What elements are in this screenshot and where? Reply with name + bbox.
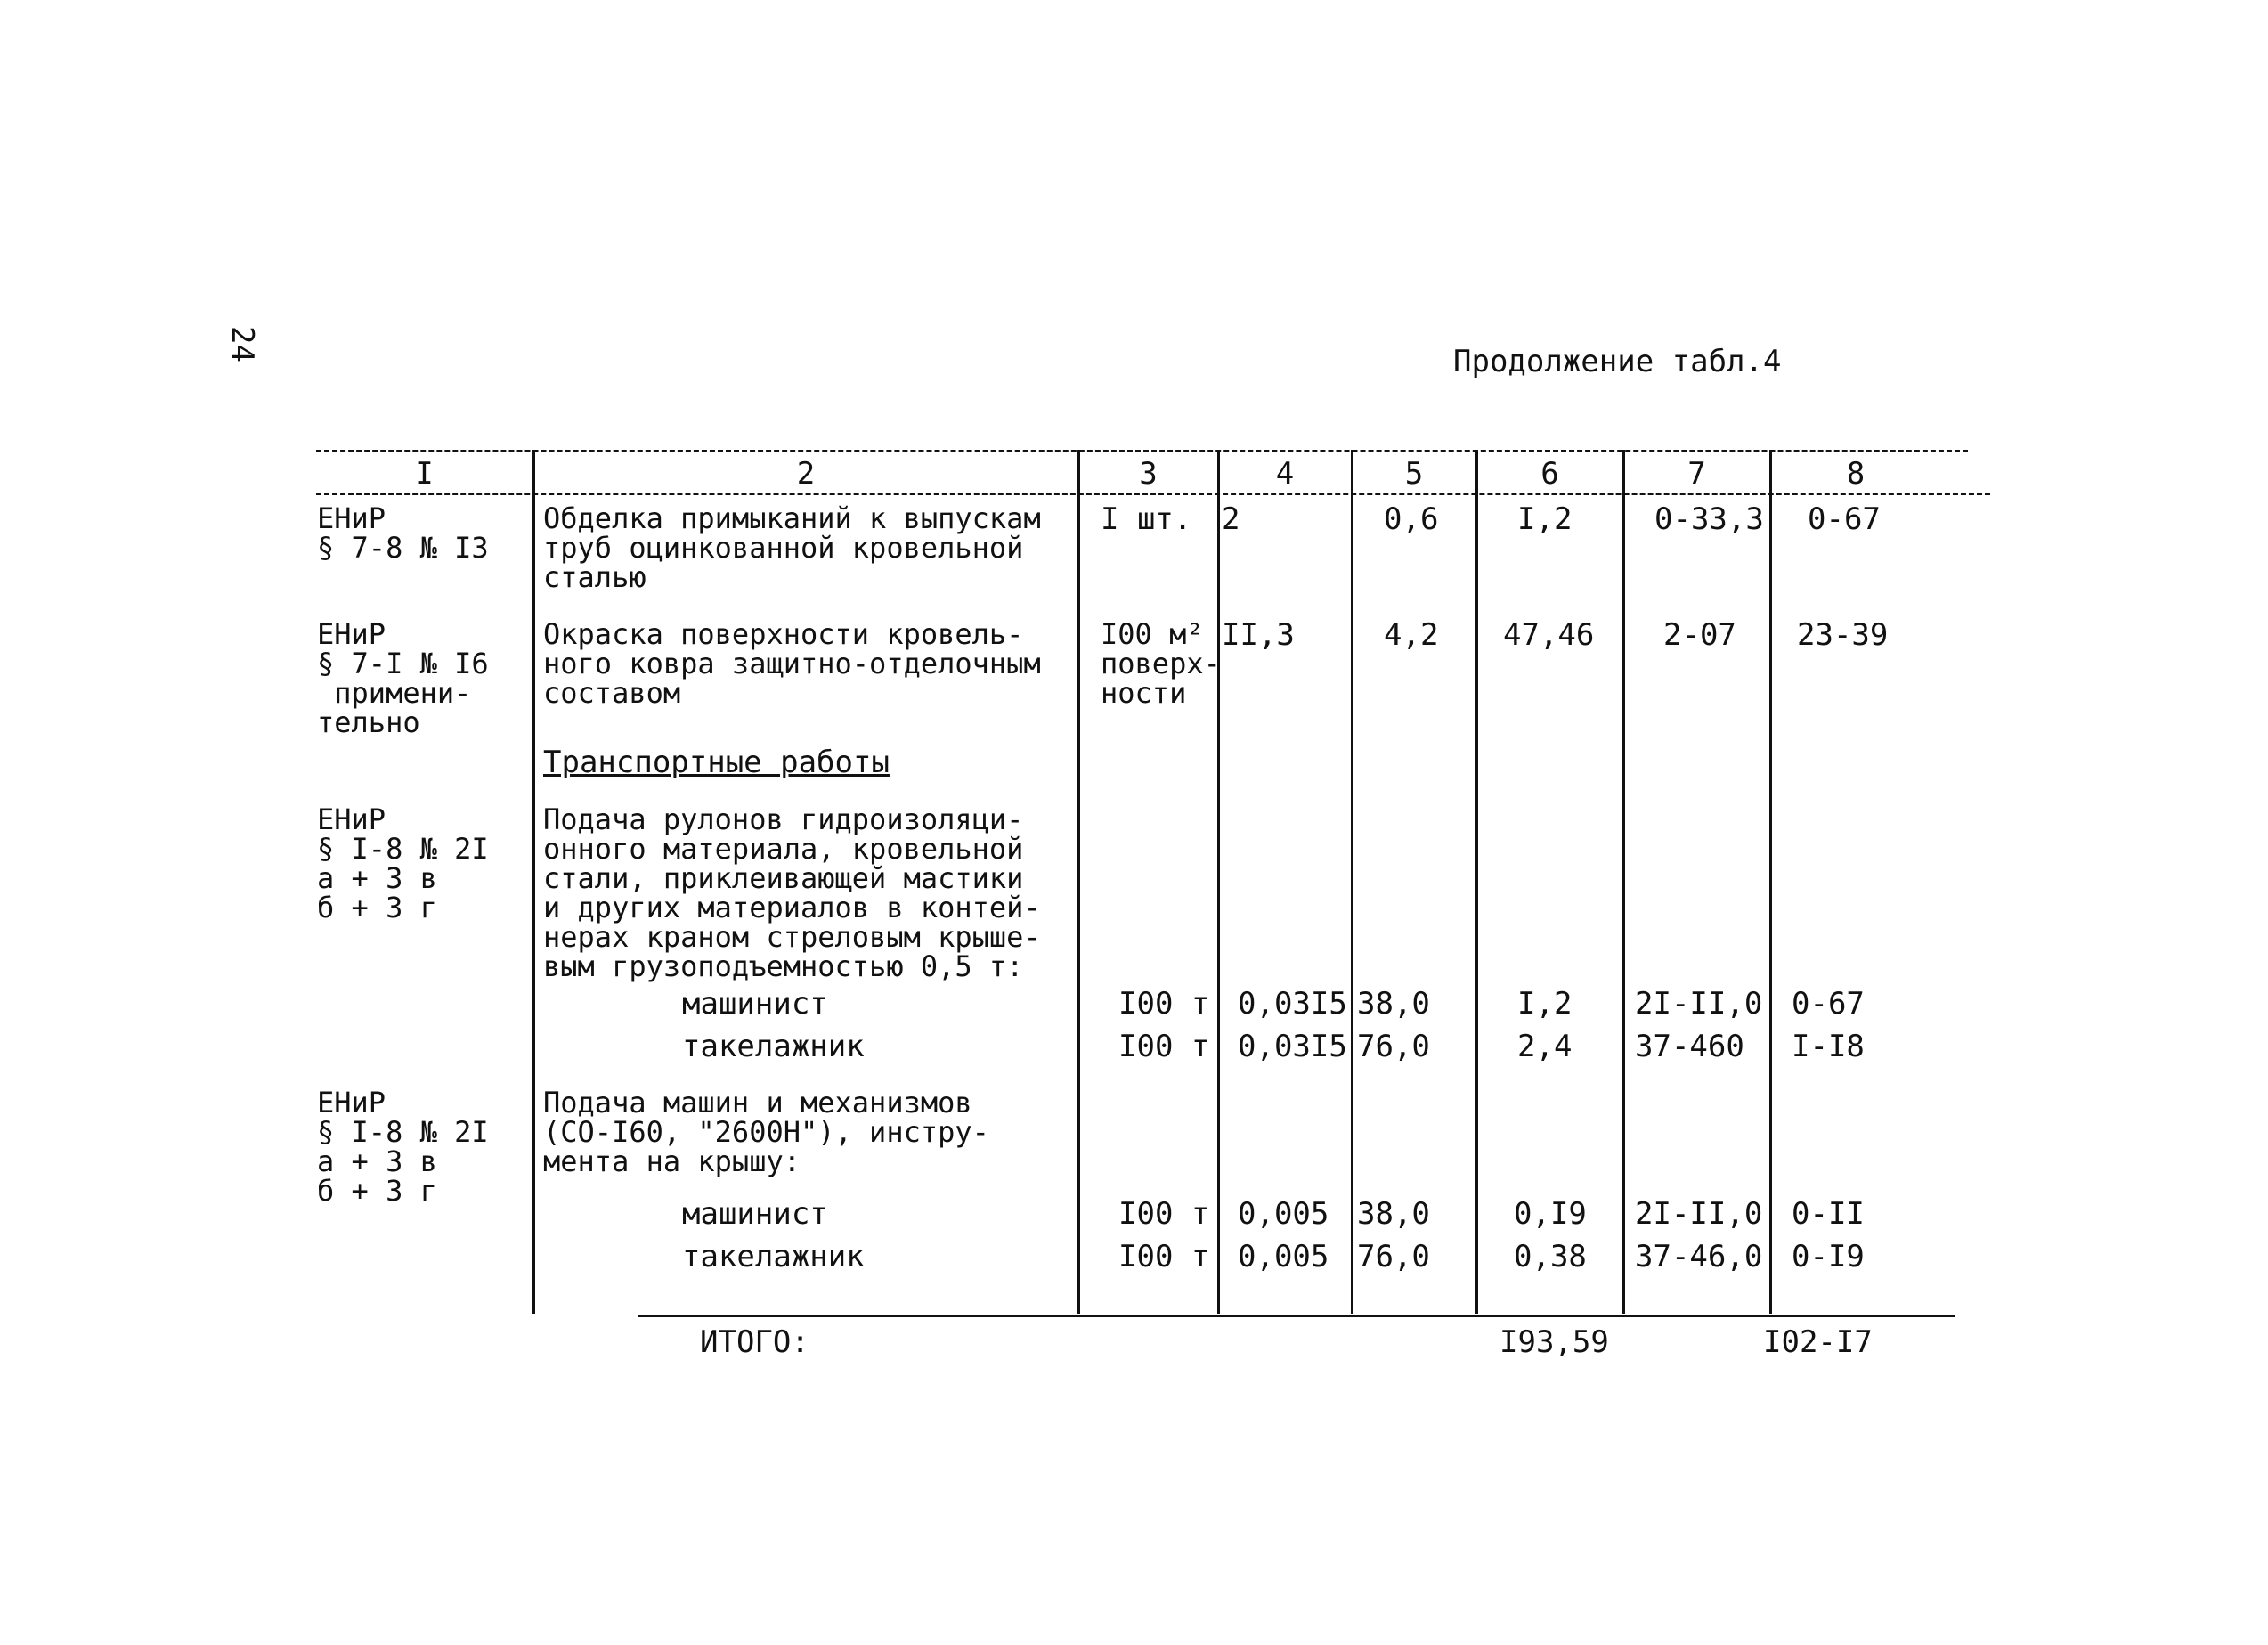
row1-c7: 0-33,3 <box>1654 501 1764 537</box>
row4-sub2-unit: I00 т <box>1118 1239 1210 1274</box>
row4-sub1-c4: 0,005 <box>1238 1196 1329 1232</box>
row3-sub1-c7: 2I-II,0 <box>1635 986 1763 1022</box>
row3-sub1-label: машинист <box>682 986 828 1022</box>
total-rule <box>638 1315 1955 1317</box>
col-number-1: I <box>415 456 434 492</box>
col-number-6: 6 <box>1540 456 1559 492</box>
row3-sub2-c7: 37-460 <box>1635 1029 1744 1064</box>
table-caption: Продолжение табл.4 <box>1453 344 1782 379</box>
row2-c5: 4,2 <box>1384 617 1439 653</box>
row4-sub2-c8: 0-I9 <box>1792 1239 1865 1274</box>
row2-c7: 2-07 <box>1663 617 1736 653</box>
row2-norm: ЕНиР § 7-I № I6 примени- тельно <box>317 617 489 739</box>
page-number: 24 <box>224 326 260 362</box>
row4-sub1-c5: 38,0 <box>1357 1196 1430 1232</box>
row4-sub1-c8: 0-II <box>1792 1196 1865 1232</box>
row1-c8: 0-67 <box>1808 501 1881 537</box>
row2-work: Окраска поверхности кровель- ного ковра защитно-отделочным составом <box>543 617 1041 710</box>
total-c8: I02-I7 <box>1763 1324 1873 1360</box>
row3-sub1-unit: I00 т <box>1118 986 1210 1022</box>
total-c6: I93,59 <box>1500 1324 1609 1360</box>
col-sep-7 <box>1769 450 1772 1314</box>
total-label: ИТОГО: <box>700 1324 809 1360</box>
row3-sub1-c4: 0,03I5 <box>1238 986 1347 1022</box>
row4-sub1-c7: 2I-II,0 <box>1635 1196 1763 1232</box>
row3-sub1-c6: I,2 <box>1517 986 1573 1022</box>
row4-sub2-label: такелажник <box>682 1239 865 1274</box>
col-number-2: 2 <box>796 456 816 492</box>
row1-norm: ЕНиР § 7-8 № I3 <box>317 501 489 565</box>
col-number-8: 8 <box>1846 456 1866 492</box>
row2-c8: 23-39 <box>1797 617 1889 653</box>
header-top-rule <box>316 450 1968 452</box>
col-number-5: 5 <box>1404 456 1424 492</box>
row2-unit: I00 м² поверх- ности <box>1101 617 1221 710</box>
row2-c6: 47,46 <box>1503 617 1595 653</box>
row1-c5: 0,6 <box>1384 501 1439 537</box>
row3-sub2-c5: 76,0 <box>1357 1029 1430 1064</box>
row3-sub2-c8: I-I8 <box>1792 1029 1865 1064</box>
row1-c6: I,2 <box>1517 501 1573 537</box>
row4-sub2-c7: 37-46,0 <box>1635 1239 1763 1274</box>
row3-norm: ЕНиР § I-8 № 2I а + 3 в б + 3 г <box>317 802 489 924</box>
row4-sub2-c5: 76,0 <box>1357 1239 1430 1274</box>
row4-sub1-c6: 0,I9 <box>1514 1196 1587 1232</box>
col-number-3: 3 <box>1139 456 1158 492</box>
col-sep-5 <box>1475 450 1478 1314</box>
row4-sub2-c4: 0,005 <box>1238 1239 1329 1274</box>
col-sep-6 <box>1622 450 1625 1314</box>
row4-work: Подача машин и механизмов (СО-I60, "2600Н"), инстру- мента на крышу: <box>543 1086 989 1178</box>
col-sep-2 <box>1077 450 1080 1314</box>
section-title: Транспортные работы <box>543 745 890 780</box>
row4-sub2-c6: 0,38 <box>1514 1239 1587 1274</box>
row3-sub1-c8: 0-67 <box>1792 986 1865 1022</box>
row4-sub1-label: машинист <box>682 1196 828 1232</box>
row3-sub2-label: такелажник <box>682 1029 865 1064</box>
header-bottom-rule <box>316 493 1990 495</box>
row2-c4: II,3 <box>1222 617 1295 653</box>
row3-sub2-c4: 0,03I5 <box>1238 1029 1347 1064</box>
row1-work: Обделка примыканий к выпускам труб оцинкованной кровельной сталью <box>543 501 1041 594</box>
col-number-7: 7 <box>1687 456 1706 492</box>
row4-norm: ЕНиР § I-8 № 2I а + 3 в б + 3 г <box>317 1086 489 1208</box>
col-sep-1 <box>532 450 535 1314</box>
col-number-4: 4 <box>1275 456 1295 492</box>
row1-c4: 2 <box>1222 501 1240 537</box>
row4-sub1-unit: I00 т <box>1118 1196 1210 1232</box>
row3-work: Подача рулонов гидроизоляци- онного материала, кровельной стали, приклеивающей мастики и других материалов в контей- нерах краном стреловым крыше- вым грузоподъемностью 0,5 т: <box>543 802 1041 983</box>
col-sep-4 <box>1351 450 1353 1314</box>
row3-sub2-unit: I00 т <box>1118 1029 1210 1064</box>
col-sep-3 <box>1217 450 1220 1314</box>
row3-sub1-c5: 38,0 <box>1357 986 1430 1022</box>
row1-unit: I шт. <box>1101 501 1192 537</box>
row3-sub2-c6: 2,4 <box>1517 1029 1573 1064</box>
